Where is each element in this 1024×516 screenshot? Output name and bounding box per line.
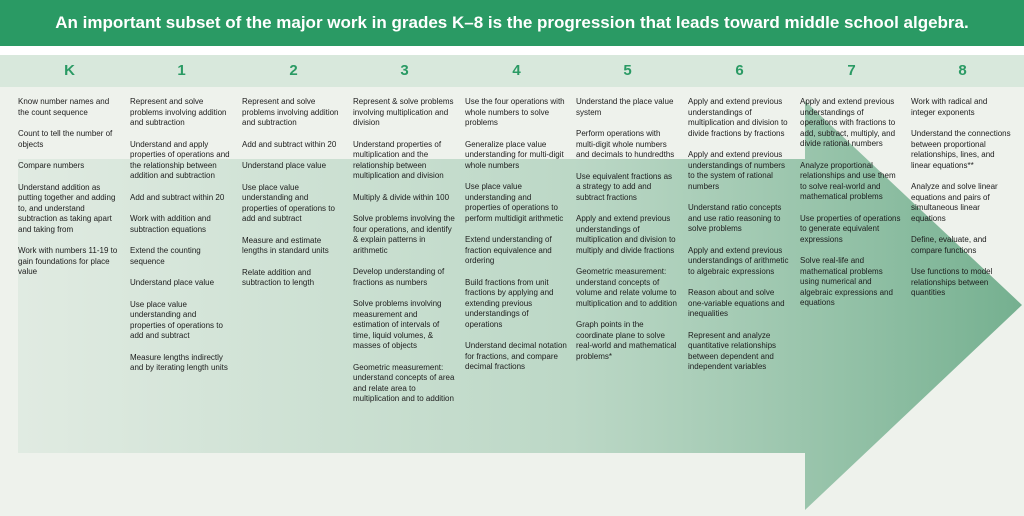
grade-column	[18, 97, 120, 289]
standard-item: Know number names and the count sequence	[18, 97, 110, 117]
progression-diagram	[0, 55, 1024, 516]
grade-label: 6	[735, 62, 744, 79]
grade-label: 5	[623, 62, 632, 79]
standard-item: Build fractions from unit fractions by applying and extending previous understandings of operations	[465, 277, 554, 329]
grade-column	[130, 97, 232, 385]
standard-item: Understand the place value system	[576, 97, 674, 117]
standard-item: Define, evaluate, and compare functions	[911, 235, 987, 255]
standard-item: Understand the connections between proportional relationships, lines, and linear equations**	[911, 129, 1011, 170]
standard-item: Use place value understanding and properties of operations to add and subtract	[130, 299, 223, 340]
standard-item: Analyze and solve linear equations and pairs of simultaneous linear equations	[911, 182, 998, 223]
standard-item: Develop understanding of fractions as numbers	[353, 267, 445, 287]
standard-item: Represent & solve problems involving multiplication and division	[353, 97, 454, 127]
grade-column	[353, 97, 455, 416]
grade-column	[800, 97, 902, 320]
standard-item: Solve problems involving measurement and estimation of intervals of time, liquid volumes, & masses of objects	[353, 299, 442, 350]
grade-column	[465, 97, 567, 384]
grade-column	[242, 97, 344, 300]
standard-item: Use properties of operations to generate equivalent expressions	[800, 213, 901, 244]
standard-item: Work with numbers 11-19 to gain foundations for place value	[18, 246, 118, 276]
standard-item: Geometric measurement: understand concepts of area and relate area to multiplication and to addition	[353, 362, 455, 403]
standard-item: Understand place value	[130, 278, 215, 287]
grade-label: 4	[512, 62, 521, 79]
standard-item: Measure lengths indirectly and by iterating length units	[130, 352, 228, 372]
standard-item: Use the four operations with whole numbers to solve problems	[465, 97, 565, 127]
grade-label: 8	[958, 62, 967, 79]
standard-item: Understand place value	[242, 161, 327, 170]
standard-item: Use equivalent fractions as a strategy to add and subtract fractions	[576, 171, 673, 202]
standard-item: Reason about and solve one-variable equations and inequalities	[688, 288, 785, 318]
standard-item: Use place value understanding and properties of operations to add and subtract	[242, 182, 335, 223]
standard-item: Understand and apply properties of operations and the relationship between addition and subtraction	[130, 139, 230, 180]
standard-item: Analyze proportional relationships and use them to solve real-world and mathematical problems	[800, 160, 896, 201]
grade-label: K	[64, 62, 75, 79]
standard-item: Represent and solve problems involving addition and subtraction	[242, 97, 339, 127]
standard-item: Apply and extend previous understandings of arithmetic to algebraic expressions	[688, 245, 789, 276]
standard-item: Add and subtract within 20	[130, 192, 225, 202]
grade-label: 3	[400, 62, 409, 79]
standard-item: Compare numbers	[18, 161, 85, 170]
standard-item: Apply and extend previous understandings of operations with fractions to add, subtract, multiply, and divide rational numbers	[800, 97, 896, 148]
standard-item: Count to tell the number of objects	[18, 129, 113, 149]
standard-item: Extend the counting sequence	[130, 246, 201, 266]
standard-item: Use place value understanding and properties of operations to perform multidigit arithmetic	[465, 182, 564, 223]
grade-label: 2	[289, 62, 298, 79]
standard-item: Solve problems involving the four operations, and identify & explain patterns in arithmetic	[353, 214, 455, 255]
page-title: An important subset of the major work in grades K–8 is the progression that leads toward middle school algebra.	[0, 0, 1024, 46]
standard-item: Work with radical and integer exponents	[911, 97, 988, 117]
grade-header-row	[0, 55, 1024, 87]
standard-item: Understand ratio concepts and use ratio reasoning to solve problems	[688, 203, 782, 233]
standard-item: Extend understanding of fraction equivalence and ordering	[465, 235, 552, 265]
grade-column	[576, 97, 678, 373]
grade-label: 1	[177, 62, 186, 79]
standard-item: Geometric measurement: understand concepts of volume and relate volume to multiplication and to addition	[576, 267, 677, 308]
standard-item: Perform operations with multi-digit whole numbers and decimals to hundredths	[576, 129, 675, 159]
standard-item: Add and subtract within 20	[242, 139, 337, 149]
grade-column	[911, 97, 1013, 310]
standard-item: Relate addition and subtraction to length	[242, 267, 315, 287]
standard-item: Graph points in the coordinate plane to solve real-world and mathematical problems*	[576, 320, 677, 361]
standard-item: Represent and solve problems involving addition and subtraction	[130, 97, 227, 127]
grade-column	[688, 97, 790, 384]
standard-item: Use functions to model relationships between quantities	[911, 267, 993, 297]
standard-item: Apply and extend previous understandings of multiplication and division to multiply and divide fractions	[576, 214, 676, 255]
standard-item: Measure and estimate lengths in standard units	[242, 235, 329, 255]
standard-item: Represent and analyze quantitative relationships between dependent and independent variables	[688, 330, 777, 371]
grade-label: 7	[847, 62, 856, 79]
standard-item: Apply and extend previous understandings of multiplication and division to divide fractions by fractions	[688, 97, 788, 138]
standard-item: Work with addition and subtraction equations	[130, 214, 211, 234]
standard-item: Understand properties of multiplication and the relationship between multiplication and division	[353, 139, 444, 180]
standard-item: Multiply & divide within 100	[353, 192, 450, 202]
standard-item: Understand decimal notation for fractions, and compare decimal fractions	[465, 341, 567, 371]
standard-item: Generalize place value understanding for multi-digit whole numbers	[465, 139, 564, 170]
standard-item: Apply and extend previous understandings of numbers to the system of rational numbers	[688, 150, 785, 191]
standard-item: Solve real-life and mathematical problems using numerical and algebraic expressions and equations	[800, 256, 893, 307]
standard-item: Understand addition as putting together and adding to, and understand subtraction as taking apart and taking from	[18, 182, 116, 234]
